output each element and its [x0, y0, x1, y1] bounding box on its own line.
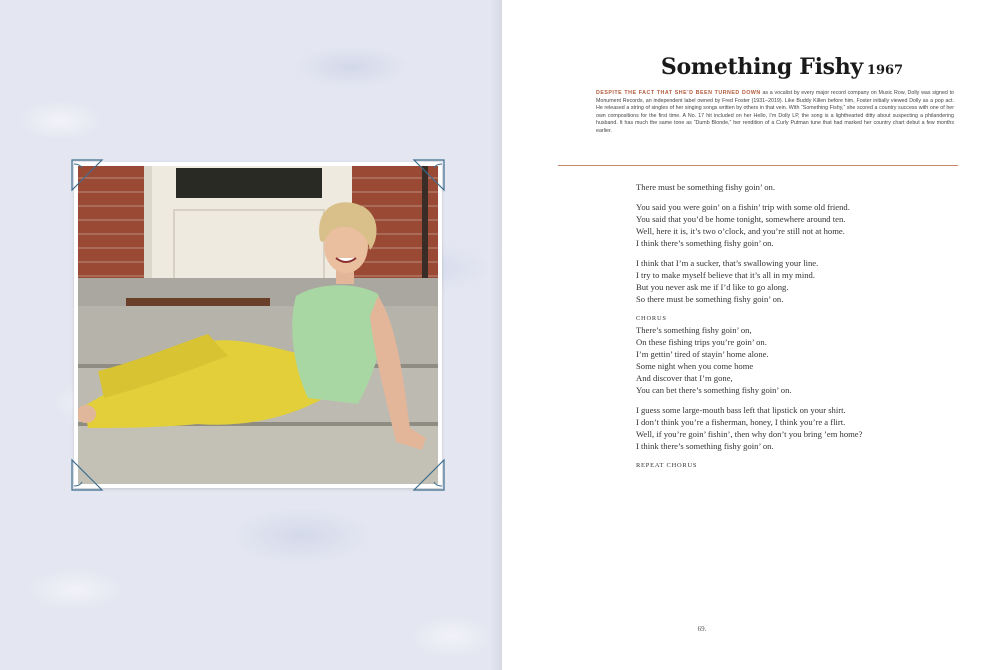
photo-corner-icon	[70, 458, 104, 492]
lyric-line: There’s something fishy goin’ on,	[636, 325, 752, 335]
lyric-line: I think there’s something fishy goin’ on.	[636, 441, 774, 451]
lyrics-stanza-3	[636, 257, 936, 305]
lyric-line: On these fishing trips you’re goin’ on.	[636, 337, 767, 347]
intro-paragraph	[596, 90, 954, 136]
lyric-line: And discover that I’m gone,	[636, 373, 733, 383]
photo-corner-icon	[412, 158, 446, 192]
lyrics	[636, 181, 936, 471]
photo-frame	[74, 162, 442, 488]
lyric-line: You said you were goin’ on a fishin’ trip with some old friend.	[636, 202, 850, 212]
song-year: 1967	[866, 63, 904, 78]
song-title: Something Fishy	[660, 54, 863, 80]
lyric-line: I don’t think you’re a fisherman, honey, I think you’re a flirt.	[636, 417, 846, 427]
photo-corner-icon	[70, 158, 104, 192]
section-divider	[558, 165, 958, 166]
photo-corner-icon	[412, 458, 446, 492]
repeat-chorus-label: REPEAT CHORUS	[636, 462, 698, 469]
vintage-photo	[78, 166, 438, 484]
lyric-line: You said that you’d be home tonight, somewhere around ten.	[636, 214, 846, 224]
lyric-line: I think that I’m a sucker, that’s swallowing your line.	[636, 258, 819, 268]
intro-body: as a vocalist by every major record company on Music Row, Dolly was signed to Monument Records, an independent label owned by Fred Foster (1931–2019). Like Buddy Killen before him, Foster initially viewed Dolly as a pop act. He released a string of singles of her singing songs written by others in that vein. With “Something Fishy,” she scored a country success with one of her own compositions for the first time. A No. 17 hit included on her Hello, I’m Dolly LP, the song is a lighthearted ditty about suspecting a philandering husband. It has much the same tone as “Dumb Blonde,” her rendition of a Curly Putman tune that had marked her country chart debut a few months earlier.	[596, 90, 954, 134]
page-number: 69.	[697, 625, 707, 633]
lyric-line: There must be something fishy goin’ on.	[636, 182, 775, 192]
lyric-line: But you never ask me if I’d like to go along.	[636, 282, 789, 292]
lyric-line: I’m gettin’ tired of stayin’ home alone.	[636, 349, 769, 359]
lyric-line: You can bet there’s something fishy goin’ on.	[636, 385, 792, 395]
lyrics-stanza-2	[636, 201, 936, 249]
lyric-line: I try to make myself believe that it’s all in my mind.	[636, 270, 815, 280]
lyric-line: So there must be something fishy goin’ on.	[636, 294, 784, 304]
lyric-line: Well, if you’re goin’ fishin’, then why don’t you bring ’em home?	[636, 429, 863, 439]
lyrics-stanza-4	[636, 404, 936, 452]
chorus-label: CHORUS	[636, 315, 667, 322]
lyrics-chorus	[636, 313, 936, 396]
song-heading	[642, 54, 922, 80]
lyric-line: I think there’s something fishy goin’ on.	[636, 238, 774, 248]
lyric-line: I guess some large-mouth bass left that lipstick on your shirt.	[636, 405, 846, 415]
photo-illustration	[78, 166, 438, 484]
lyrics-stanza-1	[636, 181, 936, 193]
right-page	[502, 0, 1000, 670]
lyric-line: Well, here it is, it’s two o’clock, and you’re still not at home.	[636, 226, 845, 236]
lyric-line: Some night when you come home	[636, 361, 754, 371]
intro-lead: DESPITE THE FACT THAT SHE’D BEEN TURNED DOWN	[596, 90, 761, 96]
